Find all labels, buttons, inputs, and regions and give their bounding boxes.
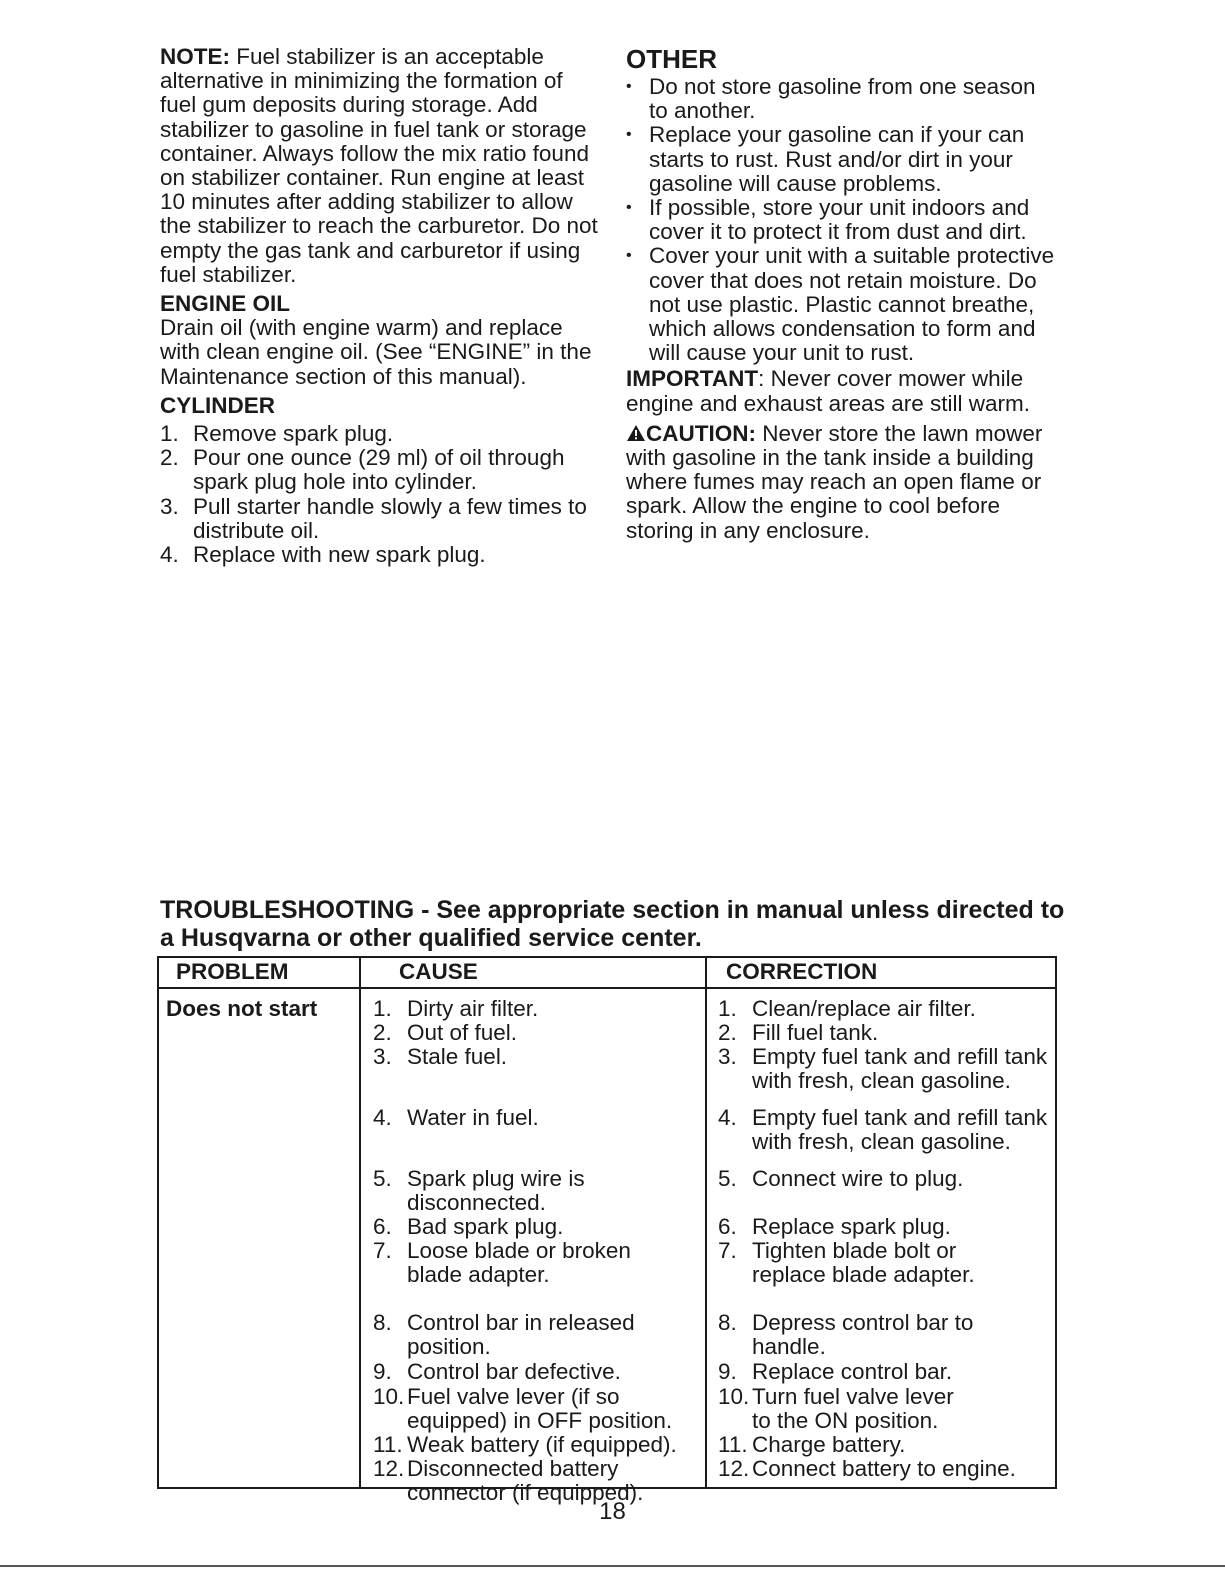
list-item: • Replace your gasoline can if your can starts to rust. Rust and/or dirt in your gasoline will cause problems. (626, 122, 1025, 196)
caution-label: CAUTION: (646, 420, 756, 446)
cylinder-steps (160, 422, 605, 567)
list-item: 4. Replace with new spark plug. (160, 542, 486, 568)
troubleshooting-table: PROBLEM CAUSE CORRECTION Does not start 1. Dirty air filter. 2. Out of fuel. 3. Stale fuel. 4. Water in fuel. 5. Spark plug wire is disconnected. 6. Bad spark plug. 7. Loose blade or broken blade adapter. 8. Control bar in released position. 9. Control bar defective. 10. Fuel valve lever (if so equipped) in OFF position. 11. Weak battery (if equipped). 12. Disconnected battery connector (if equipped). 1. Clean/replace air filter. 2. Fill fuel tank. 3. Empty fuel tank and refill tank with fresh, clean gasoline. 4. Empty fuel tank and refill tank with fresh, clean gasoline. 5. Connect wire to plug. 6. Replace spark plug. 7. Tighten blade bolt or replace blade adapter. 8. Depress control bar to handle. 9. Replace control bar. 10. Turn fuel valve lever to the ON position. 11. Charge battery. 12. Connect battery to engine. (157, 956, 1057, 1489)
header-correction: CORRECTION (726, 959, 878, 984)
warning-triangle-icon (626, 424, 646, 442)
column-divider (705, 958, 707, 1487)
page-number: 18 (599, 1498, 626, 1525)
other-heading: OTHER (626, 44, 717, 74)
cylinder-heading: CYLINDER (160, 392, 276, 418)
list-item: 1. Remove spark plug. (160, 421, 394, 447)
header-divider (159, 987, 1055, 989)
header-problem: PROBLEM (176, 959, 289, 984)
note-text: Fuel stabilizer is an acceptable alternative in minimizing the formation of fuel gum deposits during storage. Add stabilizer to gasoline in fuel tank or storage container. Always follow the mix ratio found on stabilizer container. Run engine at least 10 minutes after adding stabilizer to allow the stabilizer to reach the carburetor. Do not empty the gas tank and carburetor if using fuel stabilizer. (160, 44, 598, 287)
caution-text: Never store the lawn mower with gasoline in the tank inside a building where fumes may reach an open flame or spark. Allow the engine to cool before storing in any enclosure. (626, 420, 1043, 543)
header-cause: CAUSE (399, 959, 478, 984)
engine-oil-text: Drain oil (with engine warm) and replace with clean engine oil. (See “ENGINE” in the Maintenance section of this manual). (160, 315, 592, 389)
important-text: : Never cover mower while engine and exhaust areas are still warm. (626, 366, 1030, 416)
note-label: NOTE: (160, 44, 230, 69)
other-bullets (626, 75, 1056, 365)
column-divider (359, 958, 361, 1487)
problem-cell: Does not start (166, 996, 318, 1021)
engine-oil-heading: ENGINE OIL (160, 291, 291, 317)
important-label: IMPORTANT (626, 366, 759, 392)
caution-paragraph (626, 422, 1056, 543)
important-paragraph (626, 367, 1056, 415)
list-item: 3. Pull starter handle slowly a few times to distribute oil. (160, 493, 587, 543)
right-column (626, 45, 1056, 543)
troubleshooting-title: TROUBLESHOOTING - See appropriate section in manual unless directed to a Husqvarna or other qualified service center. (160, 896, 1065, 952)
list-item: • Cover your unit with a suitable protective cover that does not retain moisture. Do not use plastic. Plastic cannot breathe, which allows condensation to form and will cause your unit to rust. (626, 243, 1055, 366)
list-item: 2. Pour one ounce (29 ml) of oil through spark plug hole into cylinder. (160, 445, 565, 495)
list-item: • Do not store gasoline from one season to another. (626, 74, 1036, 124)
left-column (160, 45, 605, 567)
list-item: • If possible, store your unit indoors and cover it to protect it from dust and dirt. (626, 195, 1030, 245)
note-paragraph (160, 45, 605, 287)
bottom-rule (0, 1565, 1225, 1567)
